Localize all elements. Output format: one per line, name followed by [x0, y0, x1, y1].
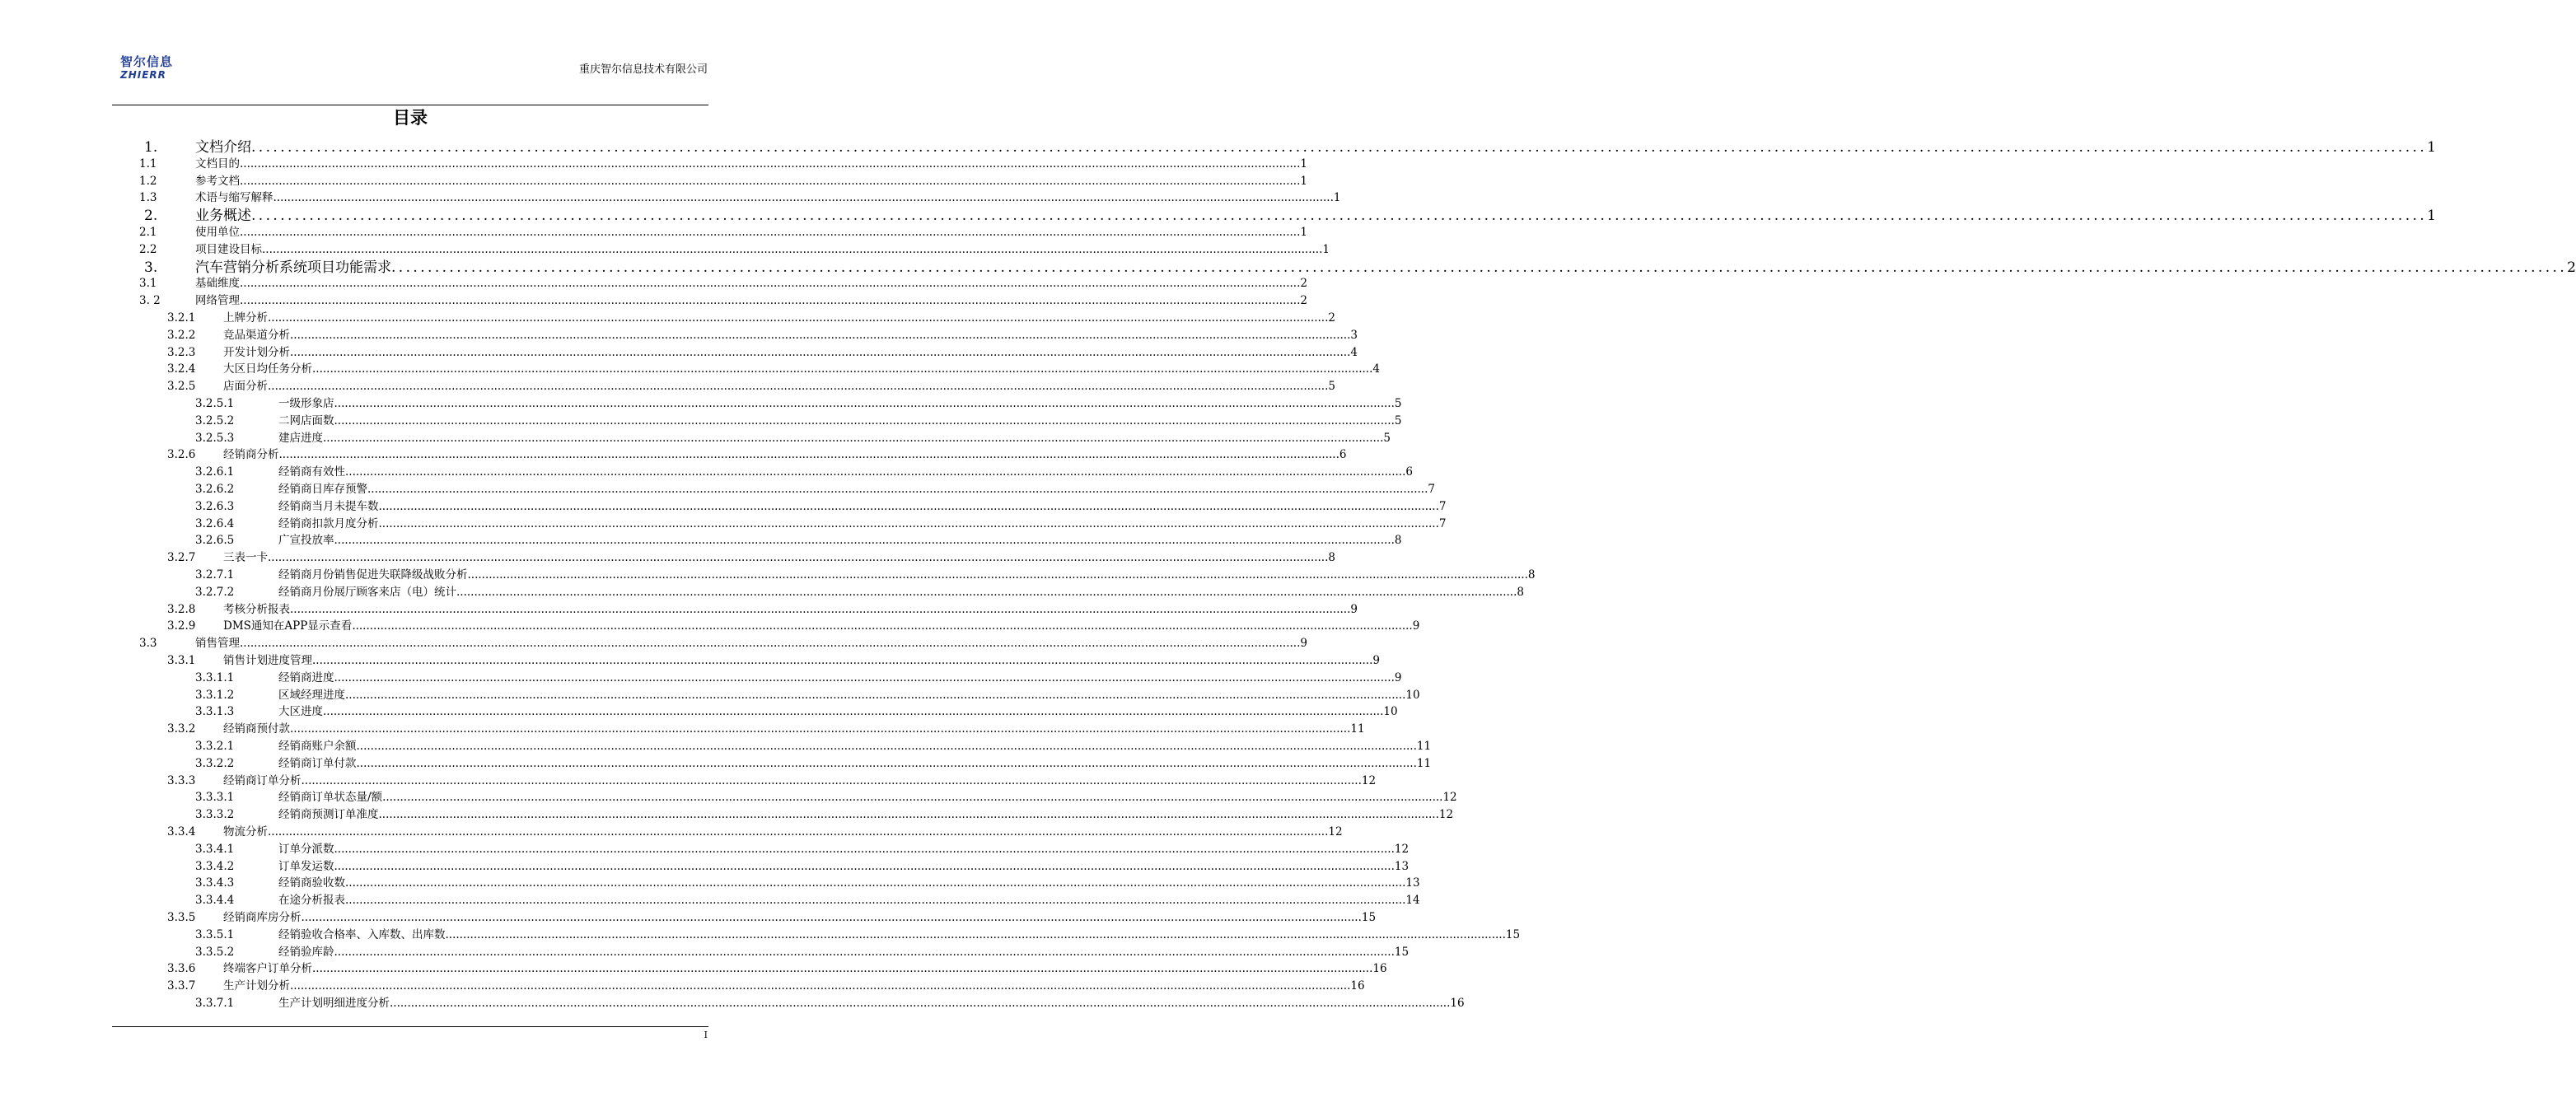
toc-entry-page: 12 [1394, 842, 1410, 856]
toc-entry[interactable] [195, 755, 1432, 772]
toc-entry-label: 经销商预测订单准度 [278, 808, 379, 822]
toc-dot-leader: ............................................................................................................................................................................................................................................................................................................ [445, 927, 1506, 941]
toc-entry-page: 12 [1361, 773, 1377, 787]
toc-entry-number: 3.3.2 [167, 722, 196, 736]
toc-dot-leader: ............................................................................................................................................................................................................................................................................................................ [345, 688, 1406, 702]
toc-entry-page: 4 [1372, 362, 1380, 376]
toc-entry-number: 3.3.3 [167, 773, 196, 787]
toc-dot-leader: ............................................................................................................................................................................................................................................................................................................ [290, 602, 1351, 616]
toc-entry-page: 5 [1328, 380, 1335, 394]
toc-entry[interactable] [144, 259, 2576, 277]
toc-entry-number: 3.2.9 [167, 619, 196, 633]
toc-entry-label: 经销商进度 [278, 670, 334, 684]
toc-dot-leader: ............................................................................................................................................................................................................................................................................................................ [278, 448, 1339, 462]
toc-entry[interactable] [167, 618, 1420, 634]
toc-dot-leader: ............................................................................................................................................................................................................................................................................................................ [334, 413, 1395, 427]
toc-entry-page: 12 [1438, 808, 1454, 822]
toc-entry-number: 3.3.4.4 [195, 894, 235, 908]
toc-entry-page: 15 [1505, 927, 1521, 941]
toc-entry-page: 15 [1394, 945, 1410, 959]
toc-entry-page: 2 [2567, 259, 2576, 276]
toc-dot-leader: ............................................................................................................................................................................................................................................................................................................ [356, 756, 1417, 770]
toc-entry-number: 3.2.5.2 [195, 413, 235, 427]
toc-dot-leader: ............................................................................................................................................................................................................................................................................................................ [240, 156, 1301, 170]
toc-entry-label: 订单发运数 [278, 859, 334, 873]
toc-entry-number: 3. 2 [139, 294, 161, 308]
toc-entry[interactable] [167, 773, 1377, 789]
toc-dot-leader: ............................................................................................................................................................................................................................................................................................................ [268, 551, 1329, 565]
toc-entry-label: 参考文档 [195, 174, 240, 188]
toc-dot-leader: ............................................................................................................................................................................................................................................................................................................ [345, 876, 1406, 890]
toc-entry[interactable] [139, 189, 1341, 206]
toc-dot-leader: ............................................................................................................................................................................................................................................................................................................ [334, 842, 1395, 856]
toc-entry-number: 3.2.6.2 [195, 483, 235, 496]
toc-dot-leader: ............................................................................................................................................................................................................................................................................................................ [334, 534, 1395, 548]
toc-dot-leader: ............................................................................................................................................................................................................................................................................................................ [268, 311, 1329, 325]
toc-entry-number: 3.2.8 [167, 602, 196, 616]
toc-dot-leader: ............................................................................................................................................................................................................................................................................................................ [268, 380, 1329, 394]
toc-entry-page: 8 [1517, 585, 1524, 599]
toc-entry[interactable] [139, 173, 1307, 189]
toc-entry[interactable] [195, 875, 1420, 891]
toc-entry-number: 3.2.3 [167, 345, 196, 359]
toc-dot-leader: ............................................................................................................................................................................................................................................................................................................ [382, 791, 1443, 805]
toc-entry[interactable] [167, 978, 1365, 994]
toc-dot-leader: ............................................................................................................................................................................................................................................................................................................ [345, 465, 1406, 479]
toc-entry-number: 3.3.2.1 [195, 740, 235, 753]
toc-dot-leader: ............................................................................................................................................................................................................................................................................................................ [290, 979, 1351, 993]
toc-entry-number: 3.3.4 [167, 825, 196, 838]
toc-entry-label: 物流分析 [223, 825, 268, 838]
toc-entry-page: 1 [1300, 174, 1307, 188]
toc-dot-leader: ............................................................................................................................................................................................................................................................................................................ [378, 808, 1439, 822]
toc-entry-label: 经销商月份销售促进失联降级战败分析 [278, 568, 468, 582]
toc-entry-number: 3.3.6 [167, 962, 196, 976]
toc-entry-page: 8 [1527, 568, 1536, 582]
toc-dot-leader: ............................................................................................................................................................................................................................................................................................................ [467, 568, 1528, 582]
toc-dot-leader: ............................................................................................................................................................................................................................................................................................................ [301, 911, 1362, 924]
toc-entry-number: 3.2.4 [167, 362, 196, 376]
toc-entry[interactable] [195, 481, 1435, 497]
toc-entry-page: 9 [1350, 602, 1358, 616]
footer-rule [112, 1026, 708, 1027]
toc-entry-label: 经销商验收数 [278, 876, 345, 890]
toc-entry-number: 3.3.1.1 [195, 670, 235, 684]
toc-entry-page: 1 [2427, 208, 2436, 225]
toc-entry-page: 16 [1450, 997, 1465, 1010]
toc-entry-label: DMS通知在APP显示查看 [223, 619, 353, 633]
toc-entry-page: 2 [1300, 294, 1307, 308]
toc-entry[interactable] [195, 464, 1413, 480]
toc-entry-label: 文档目的 [195, 156, 240, 170]
toc-entry-page: 9 [1412, 619, 1420, 633]
toc-entry-label: 经销商账户余额 [278, 740, 357, 753]
toc-entry[interactable] [167, 446, 1347, 463]
toc-entry-number: 3.3.5 [167, 911, 196, 924]
toc-entry-number: 1.3 [139, 191, 157, 205]
toc-entry-page: 12 [1328, 825, 1343, 838]
toc-entry-number: 1. [144, 139, 158, 156]
toc-entry-number: 3.3.1 [167, 654, 196, 667]
toc-entry-label: 订单分派数 [278, 842, 334, 856]
toc-entry-label: 考核分析报表 [223, 602, 290, 616]
toc-entry-page: 9 [1300, 637, 1307, 651]
toc-entry-number: 1.2 [139, 174, 157, 188]
toc-entry-label: 经销商日库存预警 [278, 483, 367, 496]
toc-entry-number: 3.2.7.2 [195, 585, 235, 599]
toc-entry-label: 二网店面数 [278, 413, 334, 427]
toc-entry-page: 11 [1416, 756, 1432, 770]
toc-entry-number: 2.2 [139, 242, 157, 256]
toc-entry[interactable] [167, 549, 1335, 566]
toc-entry[interactable] [144, 138, 2436, 156]
toc-entry-label: 网络管理 [195, 294, 240, 308]
toc-dot-leader: ............................................................................................................................................................................................................................................................................................................ [334, 859, 1395, 873]
toc-entry-page: 1 [1333, 191, 1341, 205]
toc-dot-leader: ............................................................................................................................................................................................................................................................................................................ [312, 962, 1373, 976]
toc-entry-number: 3.2.6.1 [195, 465, 235, 479]
toc-entry[interactable] [195, 567, 1536, 583]
toc-entry-number: 3. [144, 259, 158, 276]
toc-entry-page: 9 [1394, 670, 1402, 684]
toc-entry-page: 4 [1350, 345, 1358, 359]
toc-entry-label: 经销验库龄 [278, 945, 334, 959]
toc-dot-leader: ............................................................................................................................................................................................................................................................................................................ [312, 654, 1373, 667]
toc-entry-label: 经销验收合格率、入库数、出库数 [278, 927, 446, 941]
toc-entry-page: 9 [1372, 654, 1380, 667]
toc-entry-number: 3.2.6 [167, 448, 196, 462]
toc-entry-number: 3.2.1 [167, 311, 196, 325]
toc-entry[interactable] [195, 430, 1391, 446]
toc-entry-page: 10 [1405, 688, 1420, 702]
toc-entry[interactable] [167, 310, 1335, 326]
toc-entry[interactable] [167, 652, 1380, 669]
toc-entry[interactable] [167, 327, 1358, 343]
toc-entry-label: 基础维度 [195, 277, 240, 291]
toc-dot-leader: ............................................................................................................................................................................................................................................................................................................ [240, 174, 1301, 188]
toc-entry[interactable] [167, 960, 1387, 977]
toc-entry[interactable] [195, 927, 1521, 943]
toc-dot-leader: ............................................................................................................................................................................................................................................................................................................ [367, 483, 1428, 496]
toc-entry[interactable] [167, 601, 1358, 618]
toc-entry-number: 3.3.7 [167, 979, 196, 993]
toc-entry-number: 3.2.2 [167, 328, 196, 342]
toc-entry[interactable] [195, 670, 1402, 686]
toc-entry-number: 3.3.3.1 [195, 791, 235, 805]
toc-dot-leader: ............................................................................................................................................................................................................................................................................................................ [262, 242, 1323, 256]
toc-entry-number: 3.3.4.3 [195, 876, 235, 890]
toc-dot-leader: ............................................................................................................................................................................................................................................................................................................ [240, 277, 1301, 291]
toc-entry-page: 1 [1300, 226, 1307, 239]
toc-entry[interactable] [139, 292, 1307, 309]
toc-entry-page: 1 [2427, 139, 2436, 156]
toc-entry-label: 销售计划进度管理 [223, 654, 312, 667]
toc-dot-leader: ............................................................................................................................................................................................................................................................................................................ [323, 431, 1384, 445]
toc-entry-number: 3.3.1.2 [195, 688, 235, 702]
toc-entry-label: 经销商订单状态量/额 [278, 791, 383, 805]
toc-entry-page: 2 [1328, 311, 1335, 325]
toc-dot-leader: ............................................................................................................................................................................................................................................................................................................ [240, 226, 1301, 239]
toc-entry-number: 3.3.4.2 [195, 859, 235, 873]
toc-dot-leader: ............................................................................................................................................................................................................................................................................................................ [378, 499, 1439, 513]
toc-entry-label: 三表一卡 [223, 551, 268, 565]
logo-en-text: ZHIERR [120, 69, 166, 81]
toc-entry-label: 生产计划分析 [223, 979, 290, 993]
toc-entry-label: 经销商库房分析 [223, 911, 302, 924]
company-name: 重庆智尔信息技术有限公司 [578, 63, 708, 76]
toc-entry-page: 8 [1394, 534, 1402, 548]
toc-entry-number: 3.2.6.4 [195, 516, 235, 530]
toc-entry[interactable] [139, 241, 1330, 258]
toc-entry-label: 项目建设目标 [195, 242, 262, 256]
toc-title: 目录 [393, 107, 428, 128]
toc-entry-number: 3.2.6.3 [195, 499, 235, 513]
toc-entry-number: 3.3.2.2 [195, 756, 235, 770]
toc-entry-number: 3.2.7 [167, 551, 196, 565]
toc-entry[interactable] [195, 498, 1447, 515]
toc-entry[interactable] [195, 687, 1420, 703]
toc-dot-leader: ............................................................................................................................................................................................................................................................................................................ [290, 722, 1351, 736]
toc-entry[interactable] [195, 703, 1398, 720]
toc-entry-label: 竞品渠道分析 [223, 328, 290, 342]
company-logo [120, 54, 186, 81]
toc-entry-label: 开发计划分析 [223, 345, 290, 359]
toc-entry-number: 3.2.5.3 [195, 431, 235, 445]
toc-entry-page: 15 [1361, 911, 1377, 924]
toc-entry[interactable] [195, 395, 1402, 412]
toc-dot-leader: ............................................................................................................................................................................................................................................................................................................ [312, 362, 1373, 376]
toc-entry[interactable] [195, 413, 1402, 429]
toc-entry-number: 3.3.3.2 [195, 808, 235, 822]
toc-dot-leader: ............................................................................................................................................................................................................................................................................................................ [251, 208, 2428, 225]
toc-entry[interactable] [195, 584, 1524, 600]
toc-dot-leader: ............................................................................................................................................................................................................................................................................................................ [323, 705, 1384, 719]
toc-entry[interactable] [139, 224, 1307, 241]
toc-entry-label: 经销商有效性 [278, 465, 345, 479]
toc-dot-leader: ............................................................................................................................................................................................................................................................................................................ [334, 397, 1395, 410]
toc-entry-label: 终端客户订单分析 [223, 962, 312, 976]
toc-entry[interactable] [167, 378, 1335, 395]
toc-entry-number: 3.3.5.2 [195, 945, 235, 959]
toc-dot-leader: ............................................................................................................................................................................................................................................................................................................ [301, 773, 1362, 787]
toc-entry-number: 3.3.4.1 [195, 842, 235, 856]
toc-entry[interactable] [195, 944, 1410, 960]
toc-entry-page: 7 [1438, 516, 1447, 530]
toc-entry-page: 7 [1438, 499, 1447, 513]
toc-entry-page: 7 [1428, 483, 1435, 496]
toc-entry-page: 6 [1339, 448, 1347, 462]
toc-entry-label: 经销商预付款 [223, 722, 290, 736]
toc-entry-number: 3.2.6.5 [195, 534, 235, 548]
toc-entry-number: 3.2.5.1 [195, 397, 235, 410]
toc-entry-label: 生产计划明细进度分析 [278, 997, 390, 1010]
toc-entry-label: 使用单位 [195, 226, 240, 239]
toc-entry-page: 11 [1350, 722, 1365, 736]
toc-entry-page: 1 [1322, 242, 1330, 256]
toc-entry[interactable] [167, 824, 1343, 840]
toc-entry-label: 上牌分析 [223, 311, 268, 325]
toc-entry-number: 3.2.5 [167, 380, 196, 394]
toc-entry[interactable] [167, 344, 1358, 361]
toc-entry[interactable] [139, 275, 1307, 292]
toc-dot-leader: ............................................................................................................................................................................................................................................................................................................ [290, 328, 1351, 342]
toc-entry[interactable] [195, 995, 1465, 1011]
toc-entry-label: 经销商订单付款 [278, 756, 357, 770]
toc-entry-label: 区域经理进度 [278, 688, 345, 702]
toc-dot-leader: ............................................................................................................................................................................................................................................................................................................ [240, 637, 1301, 651]
toc-dot-leader: ............................................................................................................................................................................................................................................................................................................ [334, 945, 1395, 959]
toc-entry-page: 11 [1416, 740, 1432, 753]
toc-entry-label: 销售管理 [195, 637, 240, 651]
toc-entry[interactable] [139, 156, 1307, 172]
toc-entry-page: 5 [1394, 397, 1402, 410]
toc-entry-label: 广宣投放率 [278, 534, 334, 548]
toc-entry-page: 13 [1405, 876, 1420, 890]
toc-entry[interactable] [167, 909, 1377, 926]
toc-dot-leader: ............................................................................................................................................................................................................................................................................................................ [290, 345, 1351, 359]
toc-entry-label: 术语与缩写解释 [195, 191, 273, 205]
toc-entry-label: 经销商月份展厅顾客来店（电）统计 [278, 585, 456, 599]
toc-entry-page: 6 [1405, 465, 1413, 479]
toc-entry-page: 10 [1383, 705, 1398, 719]
toc-entry-label: 汽车营销分析系统项目功能需求 [195, 259, 391, 276]
toc-entry-page: 12 [1442, 791, 1457, 805]
toc-entry-number: 3.1 [139, 277, 157, 291]
toc-dot-leader: ............................................................................................................................................................................................................................................................................................................ [378, 516, 1439, 530]
page-number: I [704, 1030, 708, 1040]
toc-entry-label: 经销商当月未提车数 [278, 499, 379, 513]
toc-entry-number: 3.2.7.1 [195, 568, 235, 582]
toc-entry-label: 经销商订单分析 [223, 773, 302, 787]
toc-entry-label: 文档介绍 [195, 139, 251, 156]
toc-entry-number: 3.3.1.3 [195, 705, 235, 719]
toc-dot-leader: ............................................................................................................................................................................................................................................................................................................ [273, 191, 1334, 205]
toc-entry-label: 大区进度 [278, 705, 323, 719]
toc-entry-label: 经销商分析 [223, 448, 279, 462]
toc-dot-leader: ............................................................................................................................................................................................................................................................................................................ [456, 585, 1517, 599]
toc-entry-label: 在途分析报表 [278, 894, 345, 908]
toc-entry[interactable] [195, 738, 1432, 754]
toc-entry-page: 16 [1372, 962, 1387, 976]
toc-dot-leader: ............................................................................................................................................................................................................................................................................................................ [268, 825, 1329, 838]
toc-entry[interactable] [139, 635, 1307, 652]
toc-entry-page: 16 [1350, 979, 1365, 993]
toc-dot-leader: ............................................................................................................................................................................................................................................................................................................ [391, 259, 2568, 276]
toc-entry[interactable] [195, 806, 1454, 823]
toc-entry-page: 5 [1394, 413, 1402, 427]
toc-dot-leader: ............................................................................................................................................................................................................................................................................................................ [240, 294, 1301, 308]
toc-entry-number: 2. [144, 208, 158, 225]
toc-dot-leader: ............................................................................................................................................................................................................................................................................................................ [334, 670, 1395, 684]
toc-entry[interactable] [195, 789, 1457, 806]
toc-entry-page: 13 [1394, 859, 1410, 873]
toc-entry[interactable] [195, 532, 1402, 549]
toc-entry-number: 3.3.5.1 [195, 927, 235, 941]
toc-entry[interactable] [195, 516, 1447, 532]
toc-entry[interactable] [195, 858, 1410, 875]
toc-entry-label: 店面分析 [223, 380, 268, 394]
logo-cn-text: 智尔信息 [120, 54, 174, 69]
toc-dot-leader: ............................................................................................................................................................................................................................................................................................................ [251, 139, 2428, 156]
toc-entry-label: 经销商扣款月度分析 [278, 516, 379, 530]
toc-entry-label: 一级形象店 [278, 397, 334, 410]
toc-entry[interactable] [167, 361, 1380, 377]
toc-entry-page: 3 [1350, 328, 1358, 342]
toc-entry-number: 3.3.7.1 [195, 997, 235, 1010]
toc-entry-number: 3.3 [139, 637, 157, 651]
toc-dot-leader: ............................................................................................................................................................................................................................................................................................................ [352, 619, 1413, 633]
toc-entry-label: 业务概述 [195, 208, 251, 225]
toc-entry-number: 2.1 [139, 226, 157, 239]
toc-entry[interactable] [195, 892, 1420, 908]
toc-dot-leader: ............................................................................................................................................................................................................................................................................................................ [390, 997, 1451, 1010]
toc-dot-leader: ............................................................................................................................................................................................................................................................................................................ [345, 894, 1406, 908]
toc-entry-page: 1 [1300, 156, 1307, 170]
toc-entry-page: 14 [1405, 894, 1420, 908]
toc-entry[interactable] [195, 841, 1410, 857]
toc-entry-page: 8 [1328, 551, 1335, 565]
toc-entry-number: 1.1 [139, 156, 157, 170]
toc-entry[interactable] [144, 207, 2436, 225]
toc-entry[interactable] [167, 721, 1365, 737]
toc-entry-page: 2 [1300, 277, 1307, 291]
toc-entry-page: 5 [1383, 431, 1391, 445]
toc-entry-label: 大区日均任务分析 [223, 362, 312, 376]
toc-entry-label: 建店进度 [278, 431, 323, 445]
toc-dot-leader: ............................................................................................................................................................................................................................................................................................................ [356, 740, 1417, 753]
